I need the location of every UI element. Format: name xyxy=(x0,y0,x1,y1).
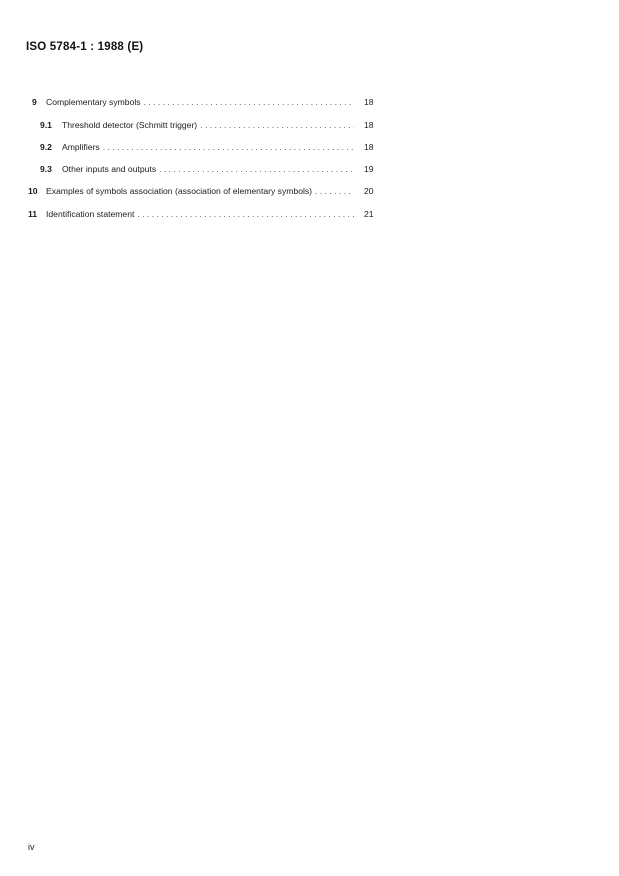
toc-entry-page: 18 xyxy=(364,120,374,130)
toc-entry xyxy=(0,95,619,109)
toc-entry-page: 21 xyxy=(364,209,374,219)
toc-entry-number: 9.2 xyxy=(40,142,52,152)
toc-entry-number: 10 xyxy=(28,186,38,196)
toc-leader-dots xyxy=(103,140,354,154)
toc-entry-page: 18 xyxy=(364,97,374,107)
toc-leader-dots xyxy=(144,95,354,109)
toc-entry-number: 9.3 xyxy=(40,164,52,174)
toc-entry-title: Complementary symbols xyxy=(46,97,141,107)
toc-leader-dots xyxy=(315,184,354,198)
toc-entry-number: 11 xyxy=(28,209,38,219)
page-number: iv xyxy=(28,842,35,852)
toc-entry-title: Other inputs and outputs xyxy=(62,164,157,174)
toc-entry xyxy=(0,118,619,132)
toc-entry-title: Threshold detector (Schmitt trigger) xyxy=(62,120,198,130)
toc-entry-page: 20 xyxy=(364,186,374,196)
toc-entry-title: Identification statement xyxy=(46,209,135,219)
document-header: ISO 5784-1 : 1988 (E) xyxy=(26,41,144,53)
toc-leader-dots xyxy=(137,207,354,221)
toc-entry-title: Amplifiers xyxy=(62,142,100,152)
toc-entry-title: Examples of symbols association (association of elementary symbols) xyxy=(46,186,313,196)
toc-entry-number: 9.1 xyxy=(40,120,52,130)
toc-entry-number: 9 xyxy=(32,97,37,107)
toc-leader-dots xyxy=(159,162,354,176)
toc-entry xyxy=(0,140,619,154)
toc-entry xyxy=(0,162,619,176)
toc-entry xyxy=(0,207,619,221)
toc-leader-dots xyxy=(200,118,354,132)
toc-entry-page: 18 xyxy=(364,142,374,152)
toc-entry xyxy=(0,184,619,198)
toc-entry-page: 19 xyxy=(364,164,374,174)
